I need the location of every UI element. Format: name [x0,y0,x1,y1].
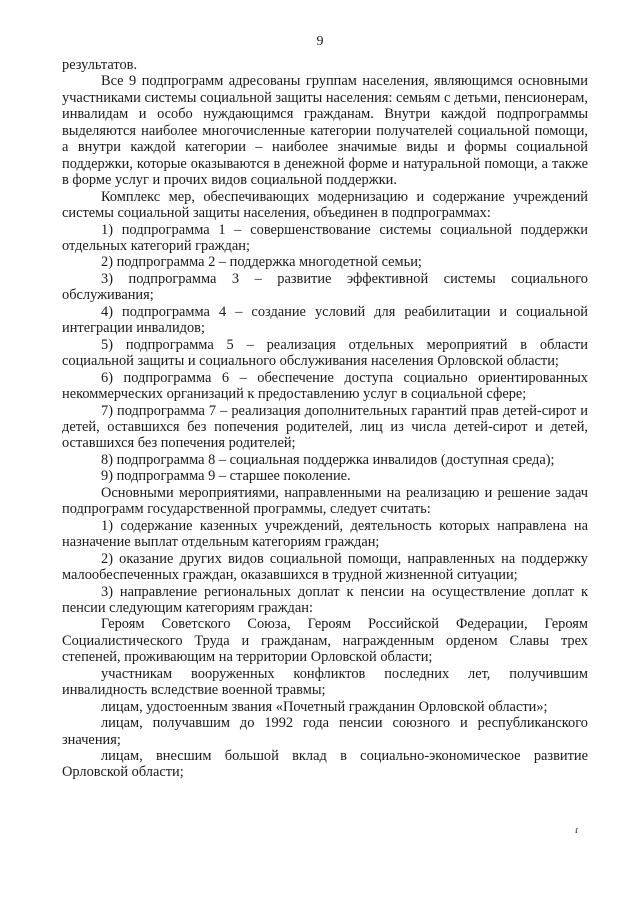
list-item-subprogram-4: 4) подпрограмма 4 – создание условий для реабилитации и социальной интеграции инвалидов; [62,303,588,337]
paragraph-honorary-citizens: лицам, удостоенным звания «Почетный гражданин Орловской области»; [101,698,548,715]
list-item-measure-1: 1) содержание казенных учреждений, деятельность которых направлена на назначение выплат отдельным категориям граждан; [62,517,588,551]
list-item-subprogram-6: 6) подпрограмма 6 – обеспечение доступа социально ориентированных некоммерческих организаций к предоставлению услуг в социальной сфере; [62,369,588,403]
paragraph-measures-intro: Комплекс мер, обеспечивающих модернизацию и содержание учреждений системы социальной защиты населения, объединен в подпрограммах: [62,188,588,222]
list-item-measure-3: 3) направление региональных доплат к пенсии на осуществление доплат к пенсии следующим категориям граждан: [62,583,588,616]
list-item-subprogram-9: 9) подпрограмма 9 – старшее поколение. [101,468,351,485]
paragraph-heroes: Героям Советского Союза, Героям Российской Федерации, Героям Социалистического Труда и гражданам, награжденным орденом Славы трех степеней, проживающим на территории Орловской области; [62,616,588,666]
paragraph-major-contribution: лицам, внесшим большой вклад в социально-экономическое развитие Орловской области; [62,748,588,781]
margin-mark: ɾ [575,825,579,836]
list-item-subprogram-2: 2) подпрограмма 2 – поддержка многодетной семьи; [101,254,422,271]
list-item-subprogram-7: 7) подпрограмма 7 – реализация дополнительных гарантий прав детей-сирот и детей, оставшихся без попечения родителей, лиц из числа детей-сирот и детей, оставшихся без попечения родителей; [62,402,588,452]
body-text [62,57,588,781]
paragraph-union-pensions: лицам, получавшим до 1992 года пенсии союзного и республиканского значения; [62,715,588,748]
list-item-subprogram-1: 1) подпрограмма 1 – совершенствование системы социальной поддержки отдельных категорий граждан; [62,221,588,254]
list-item-subprogram-5: 5) подпрограмма 5 – реализация отдельных мероприятий в области социальной защиты и социального обслуживания населения Орловской области; [62,336,588,370]
paragraph-subprograms-overview: Все 9 подпрограмм адресованы группам населения, являющимся основными участниками системы социальной защиты населения: семьям с детьми, пенсионерам, инвалидам и особо нуждающимся гражданам. Внутри каждой подпрограммы выделяются наиболее многочисленные категории получателей социальной помощи, а внутри каждой категории – наиболее значимые виды и формы социальной поддержки, которые оказываются в денежной форме и натуральной помощи, а также в форме услуг и прочих видов социальной поддержки. [62,73,589,189]
paragraph-main-measures-intro: Основными мероприятиями, направленными на реализацию и решение задач подпрограмм государственной программы, следует считать: [62,484,588,518]
list-item-subprogram-8: 8) подпрограмма 8 – социальная поддержка инвалидов (доступная среда); [101,451,555,468]
page-number: 9 [316,34,324,49]
list-item-measure-2: 2) оказание других видов социальной помощи, направленных на поддержку малообеспеченных граждан, оказавшихся в трудной жизненной ситуации; [62,550,588,584]
list-item-subprogram-3: 3) подпрограмма 3 – развитие эффективной системы социального обслуживания; [62,270,588,304]
paragraph-continuation: результатов. [62,57,138,73]
paragraph-conflict-veterans: участникам вооруженных конфликтов последних лет, получившим инвалидность вследствие военной травмы; [62,665,588,699]
